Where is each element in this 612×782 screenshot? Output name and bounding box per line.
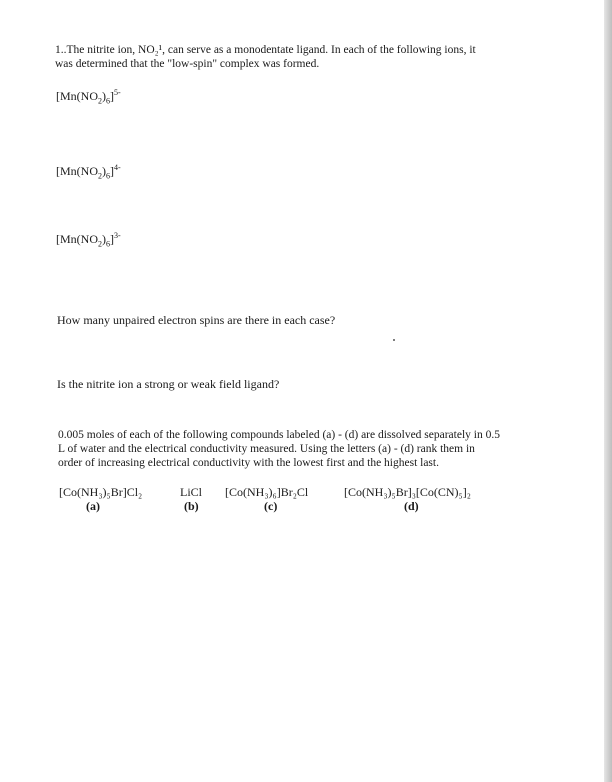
question4-line3: order of increasing electrical conductivity with the lowest first and the highest last. xyxy=(58,457,439,469)
ion-1-sub2: 6 xyxy=(106,96,110,106)
ion-2-charge: 4- xyxy=(114,163,121,172)
compound-c-label: (c) xyxy=(264,499,278,513)
question1-line2: was determined that the "low-spin" complex was formed. xyxy=(55,58,320,70)
compound-c-formula: [Co(NH₃)₆]Br₂Cl xyxy=(225,485,309,499)
question3-text: Is the nitrite ion a strong or weak field ligand? xyxy=(57,377,280,391)
ion-1-charge: 5- xyxy=(114,88,121,97)
ion-3-sub: 2 xyxy=(98,239,102,249)
ion-2-sub: 2 xyxy=(98,171,102,181)
compound-b-label: (b) xyxy=(184,499,199,513)
ion-2-base: [Mn(NO xyxy=(56,164,98,178)
compound-b-formula: LiCl xyxy=(180,485,203,499)
ion-3-base: [Mn(NO xyxy=(56,232,98,246)
ion-2-close: ] xyxy=(110,164,114,178)
question4-line2: L of water and the electrical conductivity measured. Using the letters (a) - (d) rank them in xyxy=(58,443,475,455)
ion-1-mid: ) xyxy=(102,89,106,103)
ion-3-sub2: 6 xyxy=(106,239,110,249)
question2-text: How many unpaired electron spins are there in each case? xyxy=(57,313,336,327)
ion-3-close: ] xyxy=(110,232,114,246)
compound-a-label: (a) xyxy=(86,499,100,513)
ion-3 xyxy=(56,231,121,248)
scan-edge-shadow xyxy=(604,0,612,782)
ion-1-base: [Mn(NO xyxy=(56,89,98,103)
ion-2-sub2: 6 xyxy=(106,171,110,181)
ion-2 xyxy=(56,163,121,180)
ion-1-close: ] xyxy=(110,89,114,103)
ion-1 xyxy=(56,88,121,105)
compound-d-label: (d) xyxy=(404,499,419,513)
question1-line1: 1..The nitrite ion, NO₂¹, can serve as a monodentate ligand. In each of the following ions, it xyxy=(55,44,476,56)
compound-d-formula: [Co(NH₃)₅Br]₃[Co(CN)₅]₂ xyxy=(344,485,471,499)
ion-3-charge: 3- xyxy=(114,231,121,240)
scan-speck xyxy=(393,339,395,341)
ion-1-sub: 2 xyxy=(98,96,102,106)
ion-3-mid: ) xyxy=(102,232,106,246)
compound-a-formula: [Co(NH₃)₅Br]Cl₂ xyxy=(59,485,143,499)
question4-line1: 0.005 moles of each of the following compounds labeled (a) - (d) are dissolved separately in 0.5 xyxy=(58,429,500,441)
ion-2-mid: ) xyxy=(102,164,106,178)
